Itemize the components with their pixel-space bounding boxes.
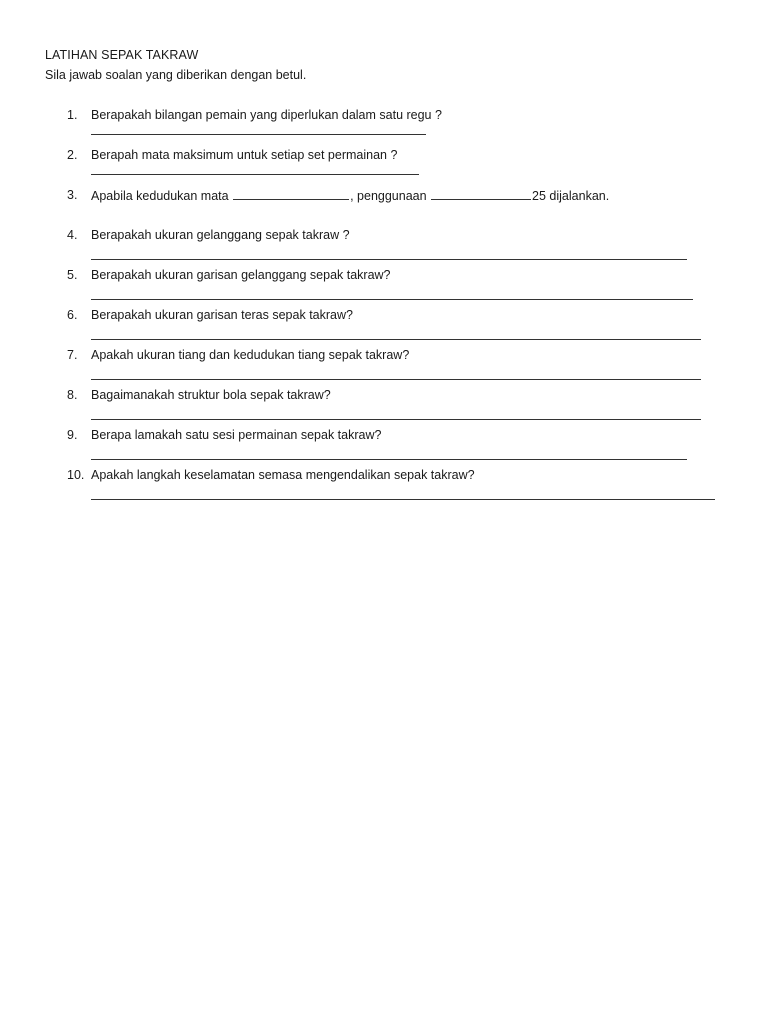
question-item	[0, 348, 768, 388]
question-item	[0, 188, 768, 228]
question-text: Apakah ukuran tiang dan kedudukan tiang sepak takraw?	[91, 348, 410, 362]
question-number: 6.	[67, 308, 78, 322]
answer-line[interactable]	[91, 299, 693, 300]
question-text: Berapakah bilangan pemain yang diperlukan dalam satu regu ?	[91, 108, 442, 122]
question-item	[0, 468, 768, 508]
question-text-part: Apabila kedudukan mata	[91, 189, 229, 203]
question-text: Bagaimanakah struktur bola sepak takraw?	[91, 388, 331, 402]
question-number: 10.	[67, 468, 85, 482]
answer-line[interactable]	[91, 134, 426, 135]
answer-line[interactable]	[91, 259, 687, 260]
question-number: 1.	[67, 108, 78, 122]
question-text-part: , penggunaan	[350, 189, 427, 203]
answer-line[interactable]	[91, 459, 687, 460]
question-text: Berapakah ukuran garisan gelanggang sepak takraw?	[91, 268, 391, 282]
question-item	[0, 148, 768, 188]
question-number: 9.	[67, 428, 78, 442]
question-number: 5.	[67, 268, 78, 282]
question-item	[0, 388, 768, 428]
question-number: 4.	[67, 228, 78, 242]
question-text: Berapakah ukuran gelanggang sepak takraw ?	[91, 228, 350, 242]
worksheet-title: LATIHAN SEPAK TAKRAW	[45, 48, 199, 62]
answer-line[interactable]	[91, 419, 701, 420]
question-text: Berapa lamakah satu sesi permainan sepak takraw?	[91, 428, 382, 442]
question-item	[0, 428, 768, 468]
inline-blank[interactable]	[431, 188, 531, 200]
question-item	[0, 228, 768, 268]
answer-line[interactable]	[91, 499, 715, 500]
question-item	[0, 108, 768, 148]
question-text	[91, 188, 609, 203]
worksheet-instruction: Sila jawab soalan yang diberikan dengan betul.	[45, 68, 307, 82]
question-number: 8.	[67, 388, 78, 402]
question-item	[0, 268, 768, 308]
answer-line[interactable]	[91, 379, 701, 380]
answer-line[interactable]	[91, 174, 419, 175]
answer-line[interactable]	[91, 339, 701, 340]
question-text-part: 25 dijalankan.	[532, 189, 610, 203]
question-number: 2.	[67, 148, 78, 162]
question-number: 3.	[67, 188, 78, 202]
question-number: 7.	[67, 348, 78, 362]
inline-blank[interactable]	[233, 188, 349, 200]
question-text: Berapah mata maksimum untuk setiap set permainan ?	[91, 148, 398, 162]
question-item	[0, 308, 768, 348]
question-text: Apakah langkah keselamatan semasa mengendalikan sepak takraw?	[91, 468, 475, 482]
question-text: Berapakah ukuran garisan teras sepak takraw?	[91, 308, 353, 322]
